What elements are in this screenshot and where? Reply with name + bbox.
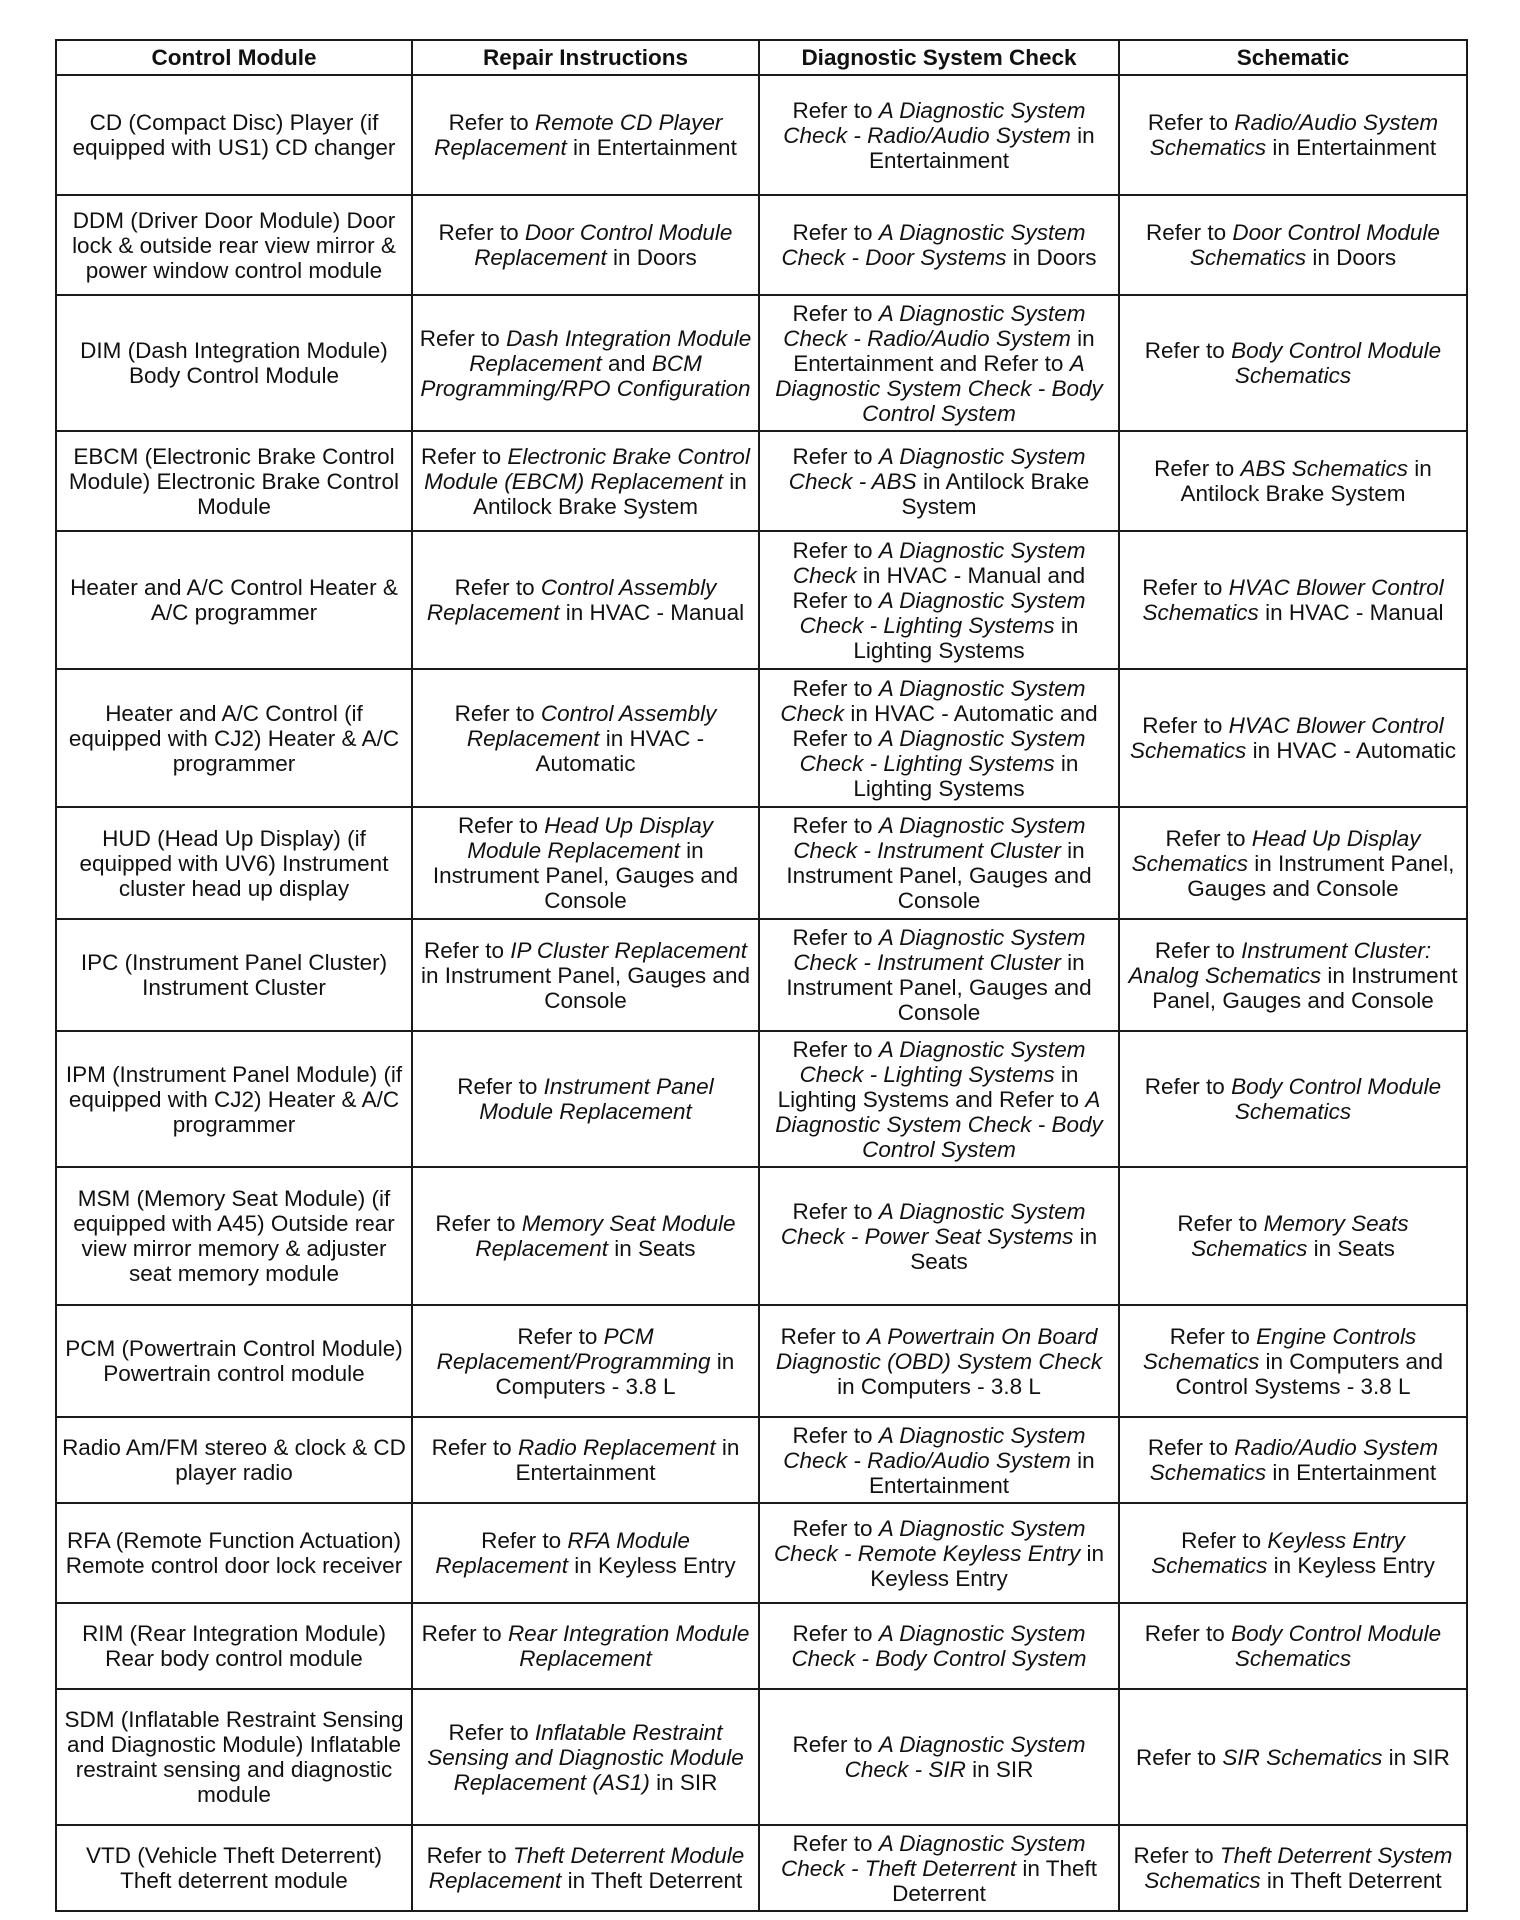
- reference-text: in Keyless Entry: [568, 1553, 736, 1578]
- repair-instructions-cell: [412, 1305, 759, 1417]
- schematic-cell: [1119, 195, 1467, 295]
- reference-text: in Antilock Brake System: [472, 468, 747, 519]
- reference-title: Rear Integration Module Replacement: [507, 1621, 750, 1671]
- diagnostic-check-cell: [759, 1305, 1119, 1417]
- reference-text: Refer to: [457, 1074, 544, 1099]
- table-row: [56, 1167, 1467, 1305]
- reference-title: ABS Schematics: [1240, 456, 1409, 481]
- reference-text: in Seats: [910, 1223, 1098, 1274]
- reference-text: Refer to: [517, 1323, 604, 1349]
- reference-title: A Diagnostic System Check - Lighting Systems: [799, 1036, 1086, 1087]
- reference-text: Refer to: [435, 1211, 522, 1236]
- schematic-cell: [1119, 295, 1467, 431]
- reference-text: Refer to: [792, 537, 879, 563]
- diagnostic-check-cell: [759, 669, 1119, 807]
- table-row: [56, 669, 1467, 807]
- reference-text: in HVAC - Automatic: [535, 725, 705, 776]
- reference-text: in Entertainment: [515, 1435, 740, 1485]
- schematic-cell: [1119, 919, 1467, 1031]
- table-row: [56, 1503, 1467, 1603]
- reference-text: Refer to: [792, 300, 879, 326]
- repair-instructions-cell: [412, 919, 759, 1031]
- reference-title: A Diagnostic System Check: [792, 537, 1086, 588]
- diagnostic-check-cell: [759, 1167, 1119, 1305]
- reference-title: A Diagnostic System Check - Body Control System: [775, 1086, 1103, 1162]
- reference-text: in Entertainment: [1266, 1460, 1437, 1485]
- repair-instructions-cell: [412, 1503, 759, 1603]
- reference-title: A Diagnostic System Check - Lighting Systems: [799, 587, 1086, 638]
- control-module-table: [55, 39, 1468, 1912]
- reference-text: Refer to: [1147, 110, 1235, 135]
- reference-text: Refer to: [780, 1323, 867, 1349]
- table-row: [56, 295, 1467, 431]
- reference-title: A Diagnostic System Check - Radio/Audio System: [783, 300, 1086, 351]
- reference-text: in Entertainment and Refer to: [793, 325, 1095, 376]
- reference-text: Refer to: [1133, 1843, 1220, 1868]
- reference-text: in Seats: [608, 1236, 696, 1261]
- reference-text: in Keyless Entry: [870, 1540, 1105, 1591]
- diagnostic-check-cell: [759, 1031, 1119, 1167]
- reference-text: in HVAC - Manual: [559, 600, 745, 625]
- table-row: [56, 431, 1467, 531]
- control-module-cell: CD (Compact Disc) Player (if equipped with US1) CD changer: [56, 75, 412, 195]
- reference-text: in Computers and Control Systems - 3.8 L: [1175, 1348, 1444, 1399]
- reference-title: Dash Integration Module Replacement: [469, 325, 752, 376]
- control-module-cell: IPC (Instrument Panel Cluster) Instrument Cluster: [56, 919, 412, 1031]
- reference-text: Refer to: [792, 1198, 879, 1224]
- table-row: [56, 1305, 1467, 1417]
- control-module-cell: RFA (Remote Function Actuation) Remote control door lock receiver: [56, 1503, 412, 1603]
- reference-text: Refer to: [792, 925, 879, 950]
- reference-title: Instrument Panel Module Replacement: [479, 1074, 714, 1124]
- reference-title: Control Assembly Replacement: [426, 575, 717, 625]
- control-module-cell: HUD (Head Up Display) (if equipped with UV6) Instrument cluster head up display: [56, 807, 412, 919]
- repair-instructions-cell: [412, 1603, 759, 1689]
- reference-title: A Diagnostic System Check - Power Seat Systems: [780, 1198, 1086, 1249]
- reference-text: in Keyless Entry: [1267, 1553, 1435, 1578]
- schematic-cell: [1119, 1603, 1467, 1689]
- reference-title: Door Control Module Replacement: [474, 220, 733, 270]
- reference-text: in Antilock Brake System: [1180, 456, 1432, 506]
- reference-text: in Doors: [1306, 245, 1397, 270]
- table-row: [56, 1689, 1467, 1825]
- table-row: [56, 195, 1467, 295]
- reference-title: Theft Deterrent System Schematics: [1144, 1843, 1453, 1893]
- control-module-cell: MSM (Memory Seat Module) (if equipped with A45) Outside rear view mirror memory & adjuster seat memory module: [56, 1167, 412, 1305]
- diagnostic-check-cell: [759, 1603, 1119, 1689]
- reference-text: in Entertainment: [566, 135, 737, 160]
- reference-title: A Diagnostic System Check - Lighting Systems: [799, 725, 1086, 776]
- reference-text: Refer to: [792, 1515, 879, 1541]
- reference-title: A Diagnostic System Check - Instrument Cluster: [793, 925, 1086, 975]
- reference-title: A Diagnostic System Check - Body Control System: [775, 350, 1103, 426]
- reference-text: in SIR: [1382, 1744, 1450, 1770]
- diagnostic-check-cell: [759, 1417, 1119, 1503]
- reference-text: Refer to: [1144, 1621, 1232, 1646]
- reference-text: in Lighting Systems: [853, 750, 1079, 801]
- reference-title: Control Assembly Replacement: [466, 700, 717, 751]
- reference-text: Refer to: [448, 1719, 535, 1745]
- repair-instructions-cell: [412, 195, 759, 295]
- schematic-cell: [1119, 431, 1467, 531]
- diagnostic-check-cell: [759, 295, 1119, 431]
- reference-text: Refer to: [421, 1621, 508, 1646]
- reference-text: in Instrument Panel, Gauges and Console: [786, 838, 1092, 913]
- table-row: [56, 1603, 1467, 1689]
- reference-text: Refer to: [792, 1036, 879, 1062]
- header-row: [56, 40, 1467, 75]
- reference-title: A Diagnostic System Check: [780, 675, 1086, 726]
- reference-text: Refer to: [419, 325, 507, 351]
- reference-title: A Diagnostic System Check - Theft Deterrent: [781, 1830, 1086, 1881]
- reference-text: in Theft Deterrent: [892, 1855, 1097, 1906]
- reference-text: Refer to: [792, 1621, 879, 1646]
- repair-instructions-cell: [412, 531, 759, 669]
- reference-text: in Instrument Panel, Gauges and Console: [1187, 850, 1455, 901]
- reference-title: Remote CD Player Replacement: [434, 110, 723, 160]
- reference-text: Refer to: [1169, 1323, 1257, 1349]
- reference-text: Refer to: [1165, 825, 1252, 851]
- reference-title: Head Up Display Module Replacement: [467, 813, 714, 863]
- reference-title: Theft Deterrent Module Replacement: [428, 1843, 745, 1893]
- reference-text: Refer to: [457, 813, 545, 838]
- reference-title: Keyless Entry Schematics: [1151, 1528, 1405, 1578]
- reference-text: in Entertainment: [868, 122, 1095, 173]
- reference-title: Memory Seats Schematics: [1191, 1211, 1409, 1261]
- reference-title: Radio/Audio System Schematics: [1149, 110, 1439, 160]
- reference-text: in Computers - 3.8 L: [495, 1348, 735, 1399]
- reference-title: Body Control Module Schematics: [1231, 1621, 1442, 1671]
- repair-instructions-cell: [412, 1689, 759, 1825]
- reference-title: Instrument Cluster: Analog Schematics: [1128, 937, 1432, 988]
- diagnostic-check-cell: [759, 75, 1119, 195]
- control-module-cell: PCM (Powertrain Control Module) Powertrain control module: [56, 1305, 412, 1417]
- reference-text: in HVAC - Automatic and Refer to: [792, 700, 1098, 751]
- reference-text: Refer to: [454, 700, 541, 726]
- reference-text: Refer to: [1142, 575, 1229, 600]
- reference-text: in Entertainment: [868, 1447, 1095, 1498]
- reference-title: Door Control Module Schematics: [1189, 220, 1440, 270]
- reference-text: in Theft Deterrent: [1260, 1868, 1442, 1893]
- table-row: [56, 919, 1467, 1031]
- reference-text: Refer to: [1142, 713, 1229, 738]
- diagnostic-check-cell: [759, 1825, 1119, 1911]
- table-row: [56, 1417, 1467, 1503]
- repair-instructions-cell: [412, 1167, 759, 1305]
- table-row: [56, 1031, 1467, 1167]
- repair-instructions-cell: [412, 431, 759, 531]
- diagnostic-check-cell: [759, 431, 1119, 531]
- reference-text: Refer to: [431, 1435, 518, 1460]
- reference-text: in Doors: [1006, 245, 1097, 270]
- reference-title: Body Control Module Schematics: [1231, 338, 1442, 388]
- diagnostic-check-cell: [759, 531, 1119, 669]
- reference-title: Engine Controls Schematics: [1142, 1323, 1417, 1374]
- reference-text: Refer to: [792, 97, 879, 123]
- schematic-cell: [1119, 807, 1467, 919]
- schematic-cell: [1119, 1503, 1467, 1603]
- reference-text: Refer to: [1144, 338, 1232, 363]
- reference-text: in Instrument Panel, Gauges and Console: [421, 962, 750, 1013]
- reference-text: Refer to: [792, 1830, 879, 1856]
- reference-text: in HVAC - Automatic: [1246, 738, 1456, 763]
- control-module-cell: Heater and A/C Control (if equipped with CJ2) Heater & A/C programmer: [56, 669, 412, 807]
- reference-title: A Diagnostic System Check - Body Control System: [791, 1621, 1087, 1671]
- header-schematic: Schematic: [1119, 40, 1467, 75]
- control-module-cell: Radio Am/FM stereo & clock & CD player radio: [56, 1417, 412, 1503]
- repair-instructions-cell: [412, 807, 759, 919]
- reference-text: Refer to: [448, 110, 535, 135]
- reference-text: in SIR: [965, 1757, 1034, 1782]
- reference-text: Refer to: [481, 1528, 568, 1553]
- reference-text: Refer to: [792, 1422, 879, 1448]
- schematic-cell: [1119, 1417, 1467, 1503]
- reference-title: BCM Programming/RPO Configuration: [420, 350, 751, 401]
- header-control-module: Control Module: [56, 40, 412, 75]
- reference-title: A Diagnostic System Check - Instrument Cluster: [793, 813, 1086, 863]
- reference-title: Inflatable Restraint Sensing and Diagnostic Module Replacement (AS1): [427, 1719, 744, 1795]
- repair-instructions-cell: [412, 295, 759, 431]
- reference-text: in Theft Deterrent: [561, 1868, 743, 1893]
- reference-text: Refer to: [792, 1732, 879, 1757]
- reference-title: Electronic Brake Control Module (EBCM) Replacement: [424, 443, 750, 494]
- reference-title: Body Control Module Schematics: [1231, 1074, 1442, 1124]
- reference-text: Refer to: [1147, 1435, 1235, 1460]
- reference-text: Refer to: [454, 575, 541, 600]
- reference-text: in Entertainment: [1266, 135, 1437, 160]
- reference-title: Memory Seat Module Replacement: [475, 1211, 736, 1261]
- diagnostic-check-cell: [759, 195, 1119, 295]
- reference-text: in Instrument Panel, Gauges and Console: [1152, 962, 1458, 1013]
- control-module-cell: RIM (Rear Integration Module) Rear body control module: [56, 1603, 412, 1689]
- diagnostic-check-cell: [759, 1689, 1119, 1825]
- reference-text: in Antilock Brake System: [901, 468, 1090, 519]
- repair-instructions-cell: [412, 1417, 759, 1503]
- control-module-cell: SDM (Inflatable Restraint Sensing and Diagnostic Module) Inflatable restraint sensing and diagnostic module: [56, 1689, 412, 1825]
- repair-instructions-cell: [412, 669, 759, 807]
- reference-title: A Powertrain On Board Diagnostic (OBD) System Check: [775, 1323, 1103, 1374]
- reference-text: Refer to: [792, 220, 879, 245]
- reference-text: Refer to: [438, 220, 525, 245]
- control-module-cell: DDM (Driver Door Module) Door lock & outside rear view mirror & power window control module: [56, 195, 412, 295]
- reference-title: RFA Module Replacement: [435, 1528, 690, 1578]
- control-module-cell: DIM (Dash Integration Module) Body Control Module: [56, 295, 412, 431]
- reference-text: Refer to: [426, 1843, 513, 1868]
- reference-title: A Diagnostic System Check - ABS: [788, 443, 1086, 494]
- header-repair-instructions: Repair Instructions: [412, 40, 759, 75]
- reference-title: A Diagnostic System Check - Radio/Audio System: [783, 97, 1086, 148]
- reference-title: A Diagnostic System Check - Door Systems: [781, 220, 1086, 270]
- reference-text: in Doors: [606, 245, 697, 270]
- reference-text: Refer to: [792, 813, 879, 838]
- table-row: [56, 531, 1467, 669]
- schematic-cell: [1119, 1825, 1467, 1911]
- reference-title: A Diagnostic System Check - Radio/Audio System: [783, 1422, 1086, 1473]
- control-module-cell: EBCM (Electronic Brake Control Module) Electronic Brake Control Module: [56, 431, 412, 531]
- reference-text: Refer to: [792, 675, 879, 701]
- reference-text: in Lighting Systems: [853, 612, 1079, 663]
- reference-text: Refer to: [1144, 1074, 1232, 1099]
- diagnostic-check-cell: [759, 807, 1119, 919]
- reference-title: SIR Schematics: [1222, 1744, 1383, 1770]
- reference-text: Refer to: [1181, 1528, 1268, 1553]
- reference-title: A Diagnostic System Check - SIR: [844, 1732, 1086, 1782]
- reference-title: HVAC Blower Control Schematics: [1142, 575, 1444, 625]
- reference-text: in Instrument Panel, Gauges and Console: [432, 838, 739, 913]
- table-body: [56, 75, 1467, 1911]
- reference-text: in Seats: [1307, 1236, 1395, 1261]
- reference-text: Refer to: [423, 937, 511, 963]
- schematic-cell: [1119, 531, 1467, 669]
- repair-instructions-cell: [412, 1031, 759, 1167]
- table-row: [56, 807, 1467, 919]
- control-module-cell: Heater and A/C Control Heater & A/C programmer: [56, 531, 412, 669]
- reference-title: Head Up Display Schematics: [1131, 825, 1421, 876]
- reference-title: Radio Replacement: [517, 1435, 716, 1460]
- reference-text: Refer to: [1154, 456, 1241, 481]
- schematic-cell: [1119, 669, 1467, 807]
- schematic-cell: [1119, 1031, 1467, 1167]
- diagnostic-check-cell: [759, 919, 1119, 1031]
- reference-text: Refer to: [1146, 220, 1233, 245]
- reference-text: Refer to: [1136, 1744, 1223, 1770]
- schematic-cell: [1119, 1167, 1467, 1305]
- control-module-cell: IPM (Instrument Panel Module) (if equipped with CJ2) Heater & A/C programmer: [56, 1031, 412, 1167]
- schematic-cell: [1119, 1689, 1467, 1825]
- reference-title: PCM Replacement/Programming: [436, 1323, 711, 1374]
- reference-text: Refer to: [1154, 937, 1242, 963]
- table-row: [56, 75, 1467, 195]
- reference-title: A Diagnostic System Check - Remote Keyless Entry: [773, 1515, 1086, 1566]
- reference-text: in SIR: [649, 1769, 718, 1795]
- reference-text: in Lighting Systems and Refer to: [777, 1061, 1086, 1112]
- diagnostic-check-cell: [759, 1503, 1119, 1603]
- reference-title: HVAC Blower Control Schematics: [1130, 713, 1444, 763]
- reference-title: Radio/Audio System Schematics: [1149, 1435, 1439, 1485]
- reference-text: Refer to: [792, 443, 879, 469]
- reference-text: and: [601, 350, 652, 376]
- reference-text: in Computers - 3.8 L: [837, 1373, 1041, 1399]
- header-diagnostic-system-check: Diagnostic System Check: [759, 40, 1119, 75]
- reference-text: Refer to: [421, 443, 508, 469]
- reference-text: in HVAC - Manual: [1258, 600, 1444, 625]
- schematic-cell: [1119, 75, 1467, 195]
- schematic-cell: [1119, 1305, 1467, 1417]
- reference-text: in Instrument Panel, Gauges and Console: [786, 950, 1092, 1025]
- reference-title: IP Cluster Replacement: [510, 937, 748, 963]
- reference-text: Refer to: [1177, 1211, 1264, 1236]
- repair-instructions-cell: [412, 1825, 759, 1911]
- control-module-cell: VTD (Vehicle Theft Deterrent) Theft deterrent module: [56, 1825, 412, 1911]
- table-row: [56, 1825, 1467, 1911]
- repair-instructions-cell: [412, 75, 759, 195]
- reference-text: in HVAC - Manual and Refer to: [792, 562, 1086, 613]
